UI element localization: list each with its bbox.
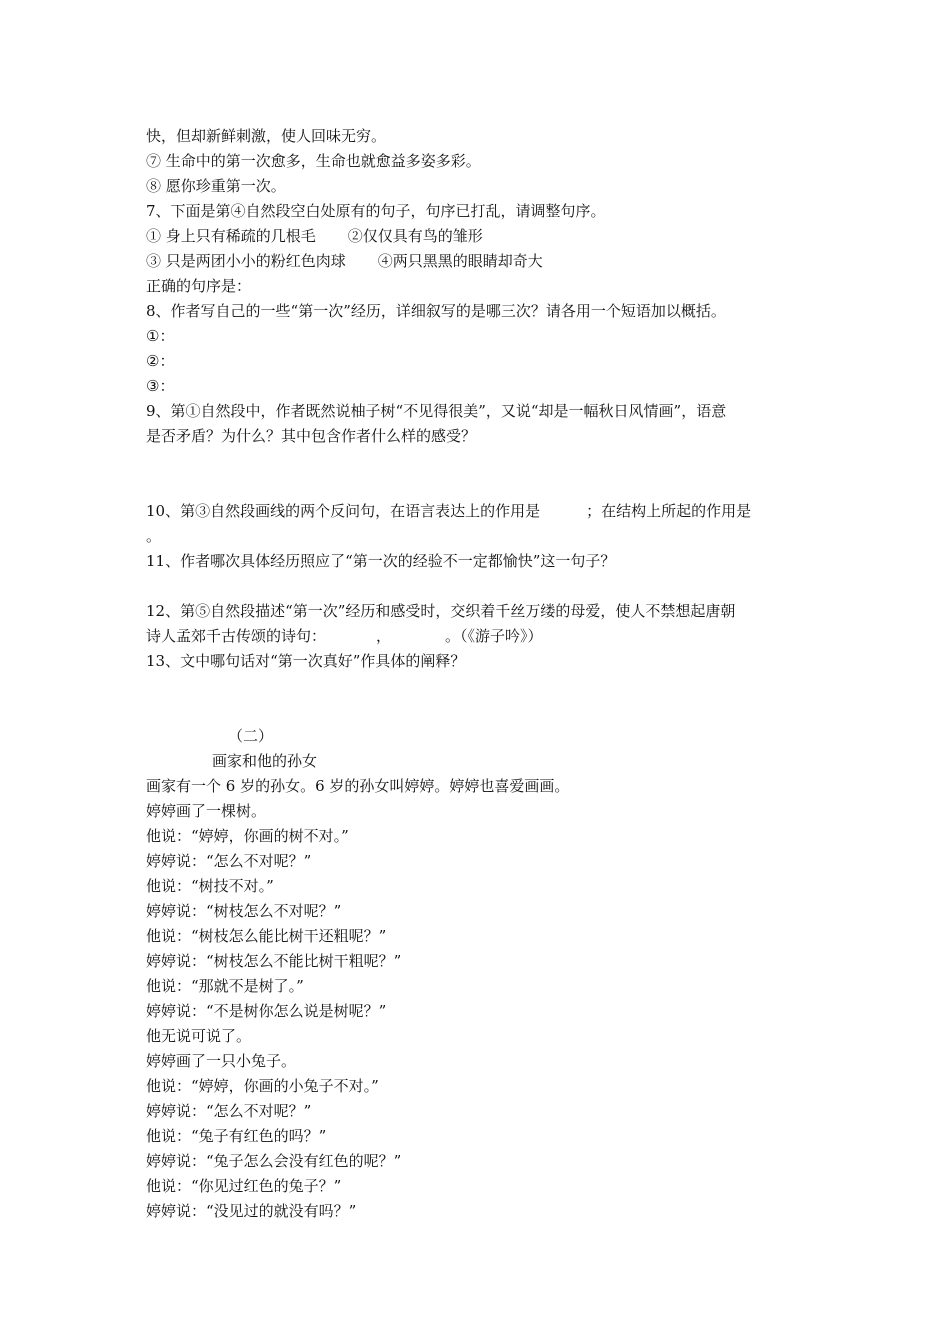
story-line: 他无说可说了。 (146, 1027, 252, 1045)
answer-blank-3: ③： (146, 377, 175, 395)
story-line: 他说：“树枝怎么能比树干还粗呢？” (146, 927, 387, 945)
story-line: 他说：“你见过红色的兔子？” (146, 1177, 342, 1195)
story-line: 他说：“婷婷，你画的树不对。” (146, 827, 349, 845)
story-line: 婷婷说：“怎么不对呢？” (146, 852, 312, 870)
story-line: 婷婷说：“兔子怎么会没有红色的呢？” (146, 1152, 402, 1170)
story-line: 婷婷画了一只小兔子。 (146, 1052, 297, 1070)
question-9: 9、第①自然段中，作者既然说柚子树“不见得很美”，又说“却是一幅秋日风情画”，语意 (146, 402, 727, 420)
option-1: ① 身上只有稀疏的几根毛 (146, 227, 316, 245)
question-8: 8、作者写自己的一些“第一次”经历，详细叙写的是哪三次？请各用一个短语加以概括。 (146, 302, 726, 320)
story-line: 婷婷说：“没见过的就没有吗？” (146, 1202, 357, 1220)
option-row (146, 226, 483, 246)
story-line: 他说：“树技不对。” (146, 877, 274, 895)
option-3: ③ 只是两团小小的粉红色肉球 (146, 252, 346, 270)
text-line: ⑦ 生命中的第一次愈多，生命也就愈益多姿多彩。 (146, 152, 481, 170)
answer-blank-1: ①： (146, 327, 175, 345)
story-line: 婷婷说：“不是树你怎么说是树呢？” (146, 1002, 387, 1020)
question-10: 10、第③自然段画线的两个反问句，在语言表达上的作用是 ；在结构上所起的作用是 (146, 502, 752, 520)
question-12-cont: 诗人孟郊千古传颂的诗句： ， 。（《游子吟》） (146, 627, 543, 645)
question-9-cont: 是否矛盾？为什么？其中包含作者什么样的感受？ (146, 427, 477, 445)
question-10-end: 。 (146, 527, 162, 545)
text-line: 快，但却新鲜刺激，使人回味无穷。 (146, 127, 387, 145)
story-line: 他说：“婷婷，你画的小兔子不对。” (146, 1077, 379, 1095)
option-row (146, 251, 543, 271)
question-11: 11、作者哪次具体经历照应了“第一次的经验不一定都愉快”这一句子？ (146, 552, 616, 570)
option-4: ④两只黑黑的眼睛却奇大 (377, 252, 543, 270)
answer-blank-2: ②： (146, 352, 175, 370)
story-line: 婷婷说：“树枝怎么不能比树干粗呢？” (146, 952, 402, 970)
question-12: 12、第⑤自然段描述“第一次”经历和感受时，交织着千丝万缕的母爱，使人不禁想起唐朝 (146, 602, 736, 620)
question-7: 7、下面是第④自然段空白处原有的句子，句序已打乱，请调整句序。 (146, 202, 606, 220)
story-line: 画家有一个 6 岁的孙女。6 岁的孙女叫婷婷。婷婷也喜爱画画。 (146, 777, 570, 795)
story-line: 婷婷画了一棵树。 (146, 802, 267, 820)
section-number: （二） (228, 727, 274, 745)
story-line: 他说：“那就不是树了。” (146, 977, 304, 995)
option-2: ②仅仅具有鸟的雏形 (347, 227, 483, 245)
text-line: ⑧ 愿你珍重第一次。 (146, 177, 286, 195)
answer-label: 正确的句序是： (146, 277, 252, 295)
story-line: 婷婷说：“树枝怎么不对呢？” (146, 902, 342, 920)
story-line: 他说：“兔子有红色的吗？” (146, 1127, 327, 1145)
story-line: 婷婷说：“怎么不对呢？” (146, 1102, 312, 1120)
story-title: 画家和他的孙女 (212, 752, 318, 770)
question-13: 13、文中哪句话对“第一次真好”作具体的阐释？ (146, 652, 466, 670)
